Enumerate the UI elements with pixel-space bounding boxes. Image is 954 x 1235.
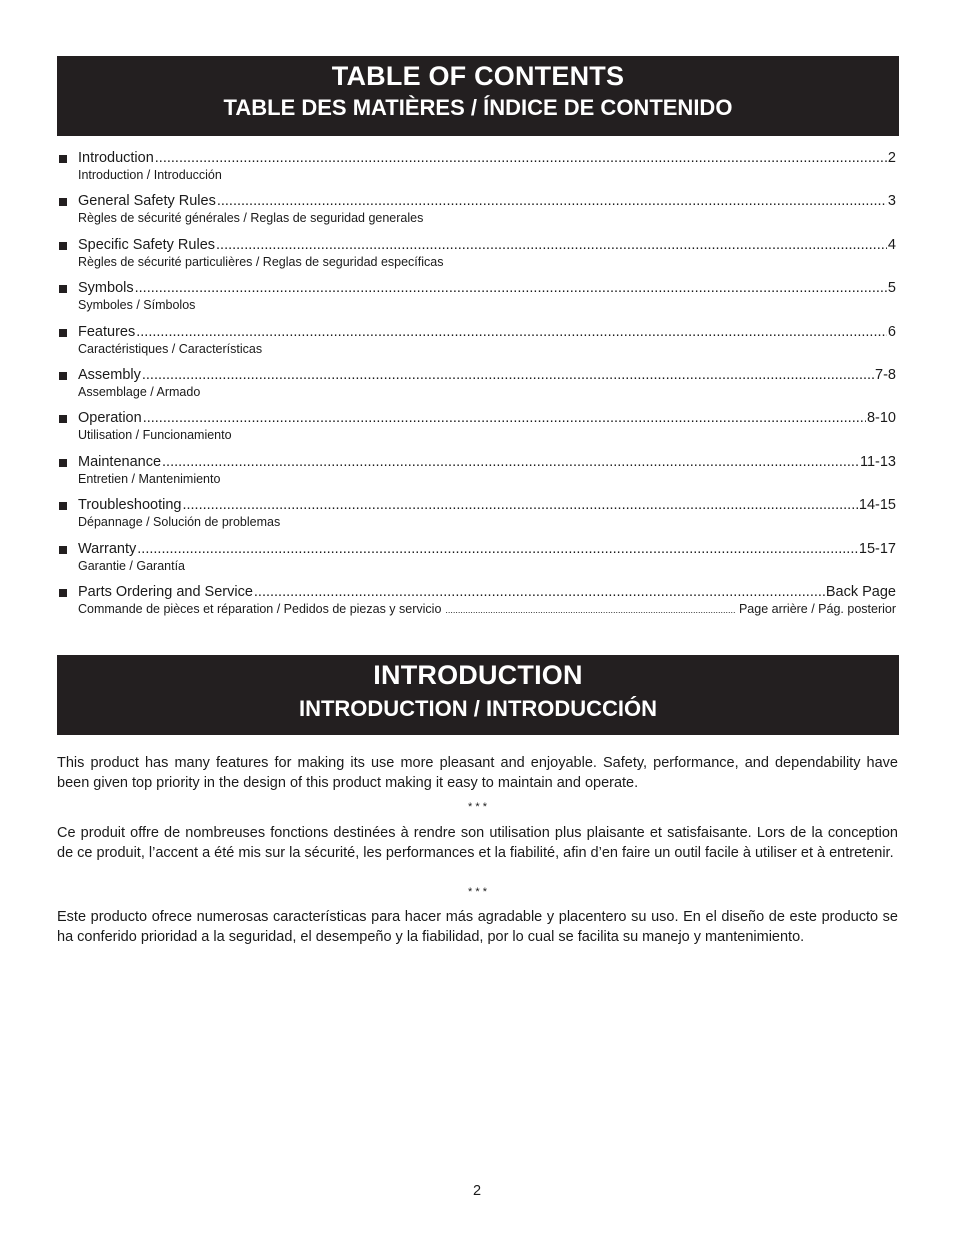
toc-entry-page: 4 xyxy=(887,236,896,253)
dot-leader xyxy=(254,584,825,601)
toc-entry[interactable] xyxy=(57,280,896,323)
dot-leader xyxy=(136,324,887,341)
toc-entry-translation: Dépannage / Solución de problemas xyxy=(78,515,281,530)
square-bullet-icon xyxy=(59,329,67,337)
toc-entry[interactable] xyxy=(57,541,896,584)
toc-entry[interactable] xyxy=(57,410,896,453)
toc-entry-translation: Utilisation / Funcionamiento xyxy=(78,428,232,443)
toc-entry-title: Specific Safety Rules xyxy=(78,236,216,253)
square-bullet-icon xyxy=(59,285,67,293)
toc-entry[interactable] xyxy=(57,454,896,497)
toc-entry-translation: Caractéristiques / Características xyxy=(78,341,263,356)
toc-entry-title: Maintenance xyxy=(78,453,162,470)
square-bullet-icon xyxy=(59,372,67,380)
dot-leader xyxy=(143,410,866,427)
dot-leader xyxy=(182,497,857,514)
intro-paragraph-english: This product has many features for making its use more pleasant and enjoyable. Safety, performance, and dependability have been given top priority in the design of this product making it easy to maintain and operate. xyxy=(57,755,898,791)
page-number: 2 xyxy=(472,1183,482,1199)
square-bullet-icon xyxy=(59,589,67,597)
square-bullet-icon xyxy=(59,459,67,467)
toc-entry-translation: Commande de pièces et réparation / Pedidos de piezas y servicio xyxy=(78,601,442,616)
toc-entry-translation: Symboles / Símbolos xyxy=(78,298,196,313)
toc-entry-title: Introduction xyxy=(78,150,154,166)
toc-entry[interactable] xyxy=(57,193,896,236)
introduction-subtitle: INTRODUCTION / INTRODUCCIÓN xyxy=(298,696,658,721)
toc-entry-translation: Entretien / Mantenimiento xyxy=(78,471,221,486)
toc-entry[interactable] xyxy=(57,367,896,410)
toc-entry-page: 11-13 xyxy=(859,453,896,470)
toc-entry[interactable] xyxy=(57,150,896,193)
square-bullet-icon xyxy=(59,198,67,206)
dot-leader xyxy=(216,237,887,254)
dot-leader xyxy=(137,541,858,558)
toc-entry-title: Symbols xyxy=(78,280,134,297)
introduction-title: INTRODUCTION xyxy=(373,660,583,690)
toc-entry[interactable] xyxy=(57,237,896,280)
introduction-header xyxy=(57,655,899,735)
dot-leader xyxy=(155,150,887,167)
toc-entry[interactable] xyxy=(57,584,896,627)
toc-entry-page: 2 xyxy=(887,150,896,166)
toc-entry-title: Warranty xyxy=(78,540,137,557)
toc-entry-translation: Assemblage / Armado xyxy=(78,384,201,399)
toc-entry-page: 7-8 xyxy=(875,366,896,383)
dot-leader xyxy=(217,193,887,210)
toc-entry-page: 3 xyxy=(887,193,896,210)
dot-leader xyxy=(445,603,735,617)
toc-subtitle: TABLE DES MATIÈRES / ÍNDICE DE CONTENIDO xyxy=(223,95,733,120)
toc-entry-page: 14-15 xyxy=(858,497,896,514)
toc-entry-title: Operation xyxy=(78,410,142,427)
separator: * * * xyxy=(468,886,487,898)
intro-paragraph-spanish: Este producto ofrece numerosas características para hacer más agradable y placentero su uso. En el diseño de este producto se ha conferido prioridad a la seguridad, el desempeño y la fiabilidad, por lo cual se facilita su manejo y mantenimiento. xyxy=(57,909,898,945)
toc-entry-title: Features xyxy=(78,323,136,340)
dot-leader xyxy=(135,280,887,297)
toc-list xyxy=(57,150,896,627)
square-bullet-icon xyxy=(59,415,67,423)
toc-entry-translation: Introduction / Introducción xyxy=(78,168,222,182)
toc-entry-page: 15-17 xyxy=(858,540,896,557)
square-bullet-icon xyxy=(59,502,67,510)
toc-entry-page: 6 xyxy=(887,323,896,340)
toc-entry[interactable] xyxy=(57,324,896,367)
toc-entry-page: Back Page xyxy=(825,583,896,600)
toc-entry-page: 5 xyxy=(887,280,896,297)
toc-entry-title: Assembly xyxy=(78,366,141,383)
toc-entry-translation: Règles de sécurité particulières / Reglas de seguridad específicas xyxy=(78,254,444,269)
square-bullet-icon xyxy=(59,155,67,163)
toc-entry-translation-page: Page arrière / Pág. posterior xyxy=(738,601,896,616)
dot-leader xyxy=(142,367,874,384)
dot-leader xyxy=(162,454,859,471)
toc-entry-page: 8-10 xyxy=(866,410,896,427)
toc-entry-translation: Garantie / Garantía xyxy=(78,558,186,573)
toc-header xyxy=(57,56,899,136)
intro-paragraph-french: Ce produit offre de nombreuses fonctions destinées à rendre son utilisation plus plaisante et satisfaisante. Lors de la conception de ce produit, l’accent a été mis sur la sécurité, les performances et la fiabilité, afin d’en faire un outil facile à utiliser et à entretenir. xyxy=(57,825,898,861)
square-bullet-icon xyxy=(59,242,67,250)
toc-entry-title: Troubleshooting xyxy=(78,497,182,514)
toc-entry-title: Parts Ordering and Service xyxy=(78,583,253,600)
toc-entry-translation: Règles de sécurité générales / Reglas de seguridad generales xyxy=(78,211,424,226)
toc-entry[interactable] xyxy=(57,497,896,540)
toc-title: TABLE OF CONTENTS xyxy=(331,61,625,91)
toc-entry-title: General Safety Rules xyxy=(78,193,216,210)
separator: * * * xyxy=(468,801,487,813)
square-bullet-icon xyxy=(59,546,67,554)
